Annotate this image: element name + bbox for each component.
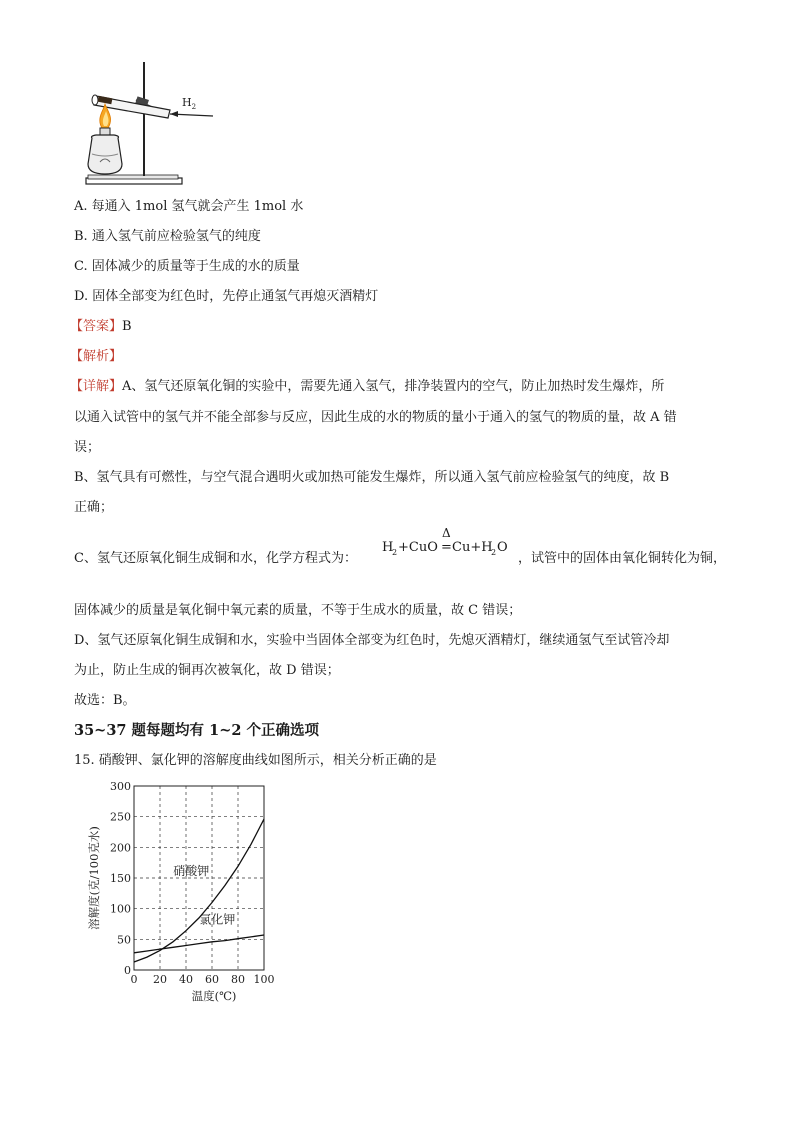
x-tick-label: 40 [179, 973, 193, 986]
option-c: C. 固体减少的质量等于生成的水的质量 [74, 259, 300, 274]
series-line-1 [134, 935, 264, 953]
x-tick-label: 0 [130, 973, 138, 986]
detail-line-1: 【详解】A、氢气还原氧化铜的实验中，需要先通入氢气，排净装置内的空气，防止加热时发生爆炸，所 [70, 379, 665, 394]
y-tick-label: 0 [124, 964, 131, 977]
y-axis-label: 溶解度(克/100克水) [87, 826, 101, 930]
answer-tag: 【答案】 [70, 319, 123, 334]
x-tick-label: 60 [205, 973, 219, 986]
detail-line-6: 固体减少的质量是氧化铜中氧元素的质量，不等于生成水的质量，故 C 错误； [74, 603, 522, 618]
question-15: 15. 硝酸钾、氯化钾的溶解度曲线如图所示，相关分析正确的是 [74, 753, 437, 768]
answer-value: B [122, 319, 132, 334]
x-tick-label: 80 [231, 973, 245, 986]
detail-line-2: 以通入试管中的氢气并不能全部参与反应，因此生成的水的物质的量小于通入的氢气的物质的量，故 A 错 [74, 410, 677, 425]
detail-line-5: 正确； [74, 500, 114, 515]
detail-line-9: 故选：B。 [74, 693, 136, 708]
series-label-1: 氯化钾 [199, 912, 236, 927]
detail-line-3: 误； [74, 440, 101, 455]
detail-line-4: B、氢气具有可燃性，与空气混合遇明火或加热可能发生爆炸，所以通入氢气前应检验氢气的纯度，故 B [74, 470, 670, 485]
detail-line-c: C、氢气还原氧化铜生成铜和水，化学方程式为： [74, 551, 357, 566]
x-tick-label: 20 [153, 973, 167, 986]
detail-tag: 【详解】 [70, 379, 123, 394]
detail-line-c-after: ，试管中的固体由氧化铜转化为铜， [518, 551, 727, 566]
option-d: D. 固体全部变为红色时，先停止通氢气再熄灭酒精灯 [74, 289, 379, 304]
gas-label: $H_2$ [182, 96, 197, 111]
y-tick-label: 100 [110, 902, 131, 916]
x-tick-label: 100 [253, 973, 275, 986]
y-tick-label: 150 [110, 872, 131, 885]
answer-line [70, 318, 132, 336]
option-a: A. 每通入 1mol 氢气就会产生 1mol 水 [74, 199, 304, 214]
y-tick-label: 300 [110, 780, 131, 793]
chemical-equation: H 2 +CuO Δ = Cu+H 2 O [382, 526, 508, 557]
detail-line-7: D、氢气还原氧化铜生成铜和水，实验中当固体全部变为红色时，先熄灭酒精灯，继续通氢气至试管冷却 [74, 633, 670, 648]
solubility-chart [78, 774, 308, 1014]
series-line-0 [134, 819, 264, 962]
y-tick-label: 50 [117, 933, 131, 947]
apparatus-figure [78, 58, 228, 188]
y-tick-label: 200 [110, 841, 131, 855]
detail-line-8: 为止，防止生成的铜再次被氧化，故 D 错误； [74, 663, 340, 678]
series-label-0: 硝酸钾 [173, 864, 210, 879]
section-heading: 35~37 题每题均有 1~2 个正确选项 [74, 722, 319, 739]
y-tick-label: 250 [110, 810, 131, 824]
x-axis-label: 温度(℃) [191, 989, 237, 1003]
analysis-tag: 【解析】 [70, 349, 123, 364]
option-b: B. 通入氢气前应检验氢气的纯度 [74, 229, 261, 244]
